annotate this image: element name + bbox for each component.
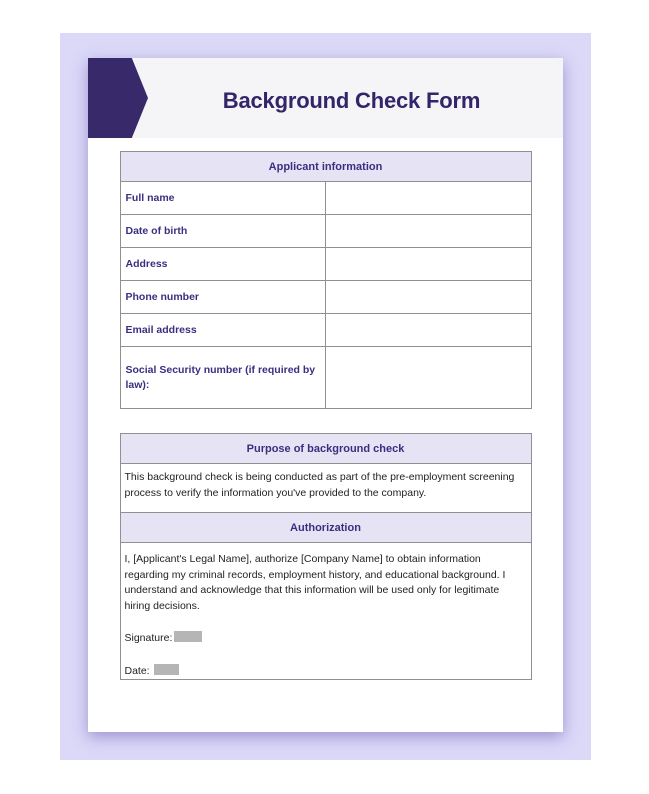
table-row <box>120 347 531 409</box>
field-value-address[interactable] <box>326 248 532 281</box>
date-redaction-box <box>154 664 179 675</box>
signature-label: Signature: <box>124 632 173 644</box>
field-label-full-name: Full name <box>120 182 326 215</box>
signature-line <box>125 631 515 647</box>
form-header-band <box>88 58 563 138</box>
form-page <box>88 58 563 732</box>
field-value-email-address[interactable] <box>326 314 532 347</box>
table-row <box>120 182 531 215</box>
applicant-information-header: Applicant information <box>120 152 531 182</box>
authorization-section-header: Authorization <box>120 513 531 543</box>
table-row <box>120 248 531 281</box>
field-value-full-name[interactable] <box>326 182 532 215</box>
table-row <box>120 314 531 347</box>
form-content <box>88 138 563 680</box>
field-value-ssn[interactable] <box>326 347 532 409</box>
purpose-authorization-table <box>120 433 532 680</box>
field-label-email-address: Email address <box>120 314 326 347</box>
lavender-backdrop <box>60 33 591 760</box>
signature-redaction-box <box>174 631 202 642</box>
field-label-ssn: Social Security number (if required by law): <box>120 347 326 409</box>
field-value-date-of-birth[interactable] <box>326 215 532 248</box>
purpose-section-body: This background check is being conducted as part of the pre-employment screening process to verify the information you've provided to the company. <box>120 464 531 513</box>
field-label-phone-number: Phone number <box>120 281 326 314</box>
purpose-section-header: Purpose of background check <box>120 434 531 464</box>
field-label-date-of-birth: Date of birth <box>120 215 326 248</box>
arrow-banner-icon <box>88 58 148 138</box>
authorization-section-body <box>120 543 531 680</box>
authorization-statement: I, [Applicant's Legal Name], authorize [Company Name] to obtain information regarding my criminal records, employment history, and educational background. I understand and acknowledge that this information will be used only for legitimate hiring decisions. <box>124 553 506 612</box>
applicant-information-table <box>120 151 532 409</box>
table-row <box>120 215 531 248</box>
date-label: Date: <box>124 664 150 677</box>
table-row <box>120 281 531 314</box>
field-label-address: Address <box>120 248 326 281</box>
date-line <box>125 664 515 680</box>
field-value-phone-number[interactable] <box>326 281 532 314</box>
page-title: Background Check Form <box>222 87 481 113</box>
